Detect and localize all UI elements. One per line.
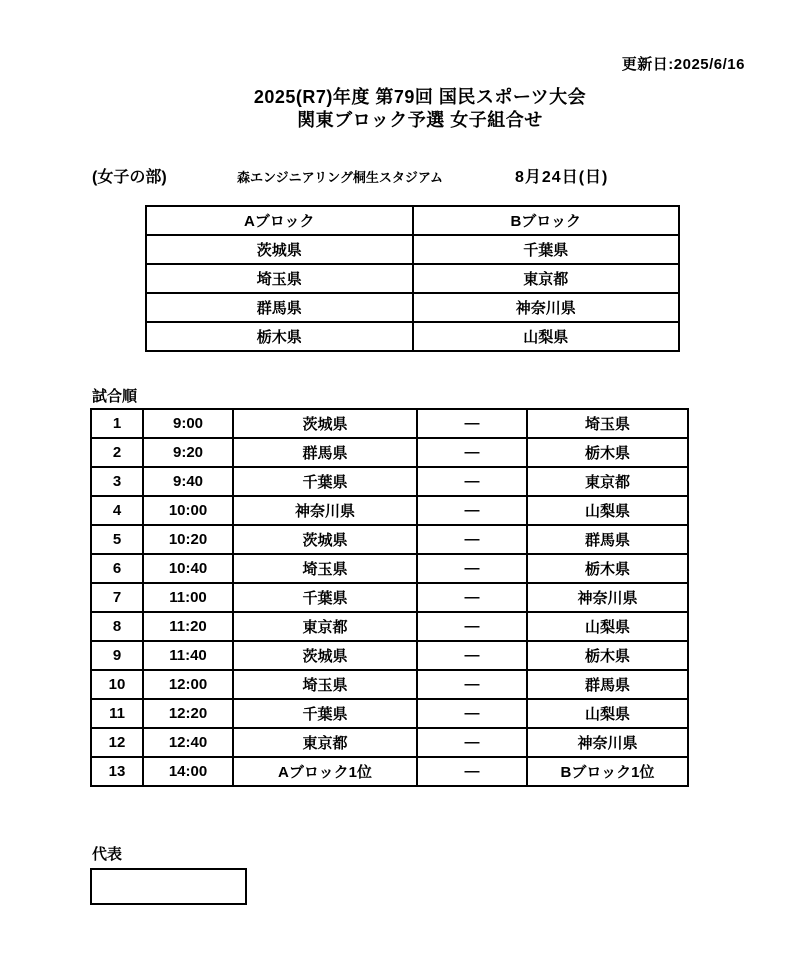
match-away-team: 栃木県 (527, 438, 688, 467)
block-row (146, 235, 679, 264)
match-no: 11 (91, 699, 143, 728)
page-title (30, 86, 809, 132)
match-vs-dash: — (417, 728, 527, 757)
match-home-team: 茨城県 (233, 525, 417, 554)
venue-label: 森エンジニアリング桐生スタジアム (237, 170, 443, 185)
match-no: 1 (91, 409, 143, 438)
match-away-team: 群馬県 (527, 525, 688, 554)
match-row (91, 438, 688, 467)
match-away-team: 神奈川県 (527, 583, 688, 612)
match-time: 12:00 (143, 670, 233, 699)
match-away-team: 山梨県 (527, 699, 688, 728)
match-time: 10:20 (143, 525, 233, 554)
match-home-team: 埼玉県 (233, 554, 417, 583)
match-time: 10:00 (143, 496, 233, 525)
page-title-line2: 関東ブロック予選 女子組合せ (297, 110, 543, 130)
match-away-team: Bブロック1位 (527, 757, 688, 786)
match-home-team: 東京都 (233, 612, 417, 641)
match-time: 12:20 (143, 699, 233, 728)
block-b-team: 山梨県 (413, 322, 680, 351)
match-schedule-table (90, 408, 689, 787)
block-a-team: 茨城県 (146, 235, 413, 264)
match-vs-dash: — (417, 670, 527, 699)
block-row (146, 264, 679, 293)
match-time: 12:40 (143, 728, 233, 757)
block-a-header: Aブロック (146, 206, 413, 235)
match-vs-dash: — (417, 467, 527, 496)
match-row (91, 496, 688, 525)
match-home-team: 千葉県 (233, 583, 417, 612)
block-row (146, 322, 679, 351)
match-vs-dash: — (417, 409, 527, 438)
match-away-team: 栃木県 (527, 554, 688, 583)
match-no: 2 (91, 438, 143, 467)
representative-label: 代表 (92, 846, 123, 863)
match-vs-dash: — (417, 583, 527, 612)
match-time: 11:00 (143, 583, 233, 612)
match-row (91, 670, 688, 699)
match-home-team: 茨城県 (233, 409, 417, 438)
match-no: 13 (91, 757, 143, 786)
match-away-team: 埼玉県 (527, 409, 688, 438)
block-row (146, 293, 679, 322)
match-no: 7 (91, 583, 143, 612)
match-away-team: 山梨県 (527, 496, 688, 525)
match-row (91, 525, 688, 554)
match-vs-dash: — (417, 525, 527, 554)
match-away-team: 栃木県 (527, 641, 688, 670)
match-time: 9:00 (143, 409, 233, 438)
match-time: 9:40 (143, 467, 233, 496)
representative-box (90, 868, 247, 905)
match-row (91, 409, 688, 438)
block-assignment-table (145, 205, 680, 352)
match-home-team: 群馬県 (233, 438, 417, 467)
block-a-team: 栃木県 (146, 322, 413, 351)
match-no: 6 (91, 554, 143, 583)
block-b-team: 千葉県 (413, 235, 680, 264)
match-vs-dash: — (417, 496, 527, 525)
match-row (91, 728, 688, 757)
match-no: 8 (91, 612, 143, 641)
match-home-team: 茨城県 (233, 641, 417, 670)
match-vs-dash: — (417, 757, 527, 786)
match-no: 5 (91, 525, 143, 554)
match-no: 4 (91, 496, 143, 525)
match-vs-dash: — (417, 554, 527, 583)
match-row (91, 641, 688, 670)
match-vs-dash: — (417, 438, 527, 467)
match-away-team: 東京都 (527, 467, 688, 496)
match-row (91, 467, 688, 496)
match-home-team: 神奈川県 (233, 496, 417, 525)
match-home-team: 埼玉県 (233, 670, 417, 699)
schedule-label: 試合順 (92, 388, 138, 405)
match-home-team: Aブロック1位 (233, 757, 417, 786)
match-no: 12 (91, 728, 143, 757)
match-row (91, 554, 688, 583)
match-home-team: 東京都 (233, 728, 417, 757)
match-time: 11:40 (143, 641, 233, 670)
match-no: 9 (91, 641, 143, 670)
match-vs-dash: — (417, 612, 527, 641)
block-a-team: 埼玉県 (146, 264, 413, 293)
match-vs-dash: — (417, 699, 527, 728)
match-row (91, 699, 688, 728)
date-label: 8月24日(日) (515, 169, 609, 186)
block-header-row (146, 206, 679, 235)
match-home-team: 千葉県 (233, 467, 417, 496)
updated-date: 更新日:2025/6/16 (621, 56, 745, 73)
block-a-team: 群馬県 (146, 293, 413, 322)
match-away-team: 山梨県 (527, 612, 688, 641)
match-vs-dash: — (417, 641, 527, 670)
block-b-header: Bブロック (413, 206, 680, 235)
match-away-team: 群馬県 (527, 670, 688, 699)
block-b-team: 東京都 (413, 264, 680, 293)
match-time: 9:20 (143, 438, 233, 467)
match-time: 11:20 (143, 612, 233, 641)
match-time: 14:00 (143, 757, 233, 786)
match-row (91, 757, 688, 786)
match-no: 10 (91, 670, 143, 699)
match-home-team: 千葉県 (233, 699, 417, 728)
match-no: 3 (91, 467, 143, 496)
match-row (91, 612, 688, 641)
match-row (91, 583, 688, 612)
page-title-line1: 2025(R7)年度 第79回 国民スポーツ大会 (253, 87, 587, 107)
block-b-team: 神奈川県 (413, 293, 680, 322)
division-label: (女子の部) (92, 169, 167, 186)
match-away-team: 神奈川県 (527, 728, 688, 757)
match-time: 10:40 (143, 554, 233, 583)
